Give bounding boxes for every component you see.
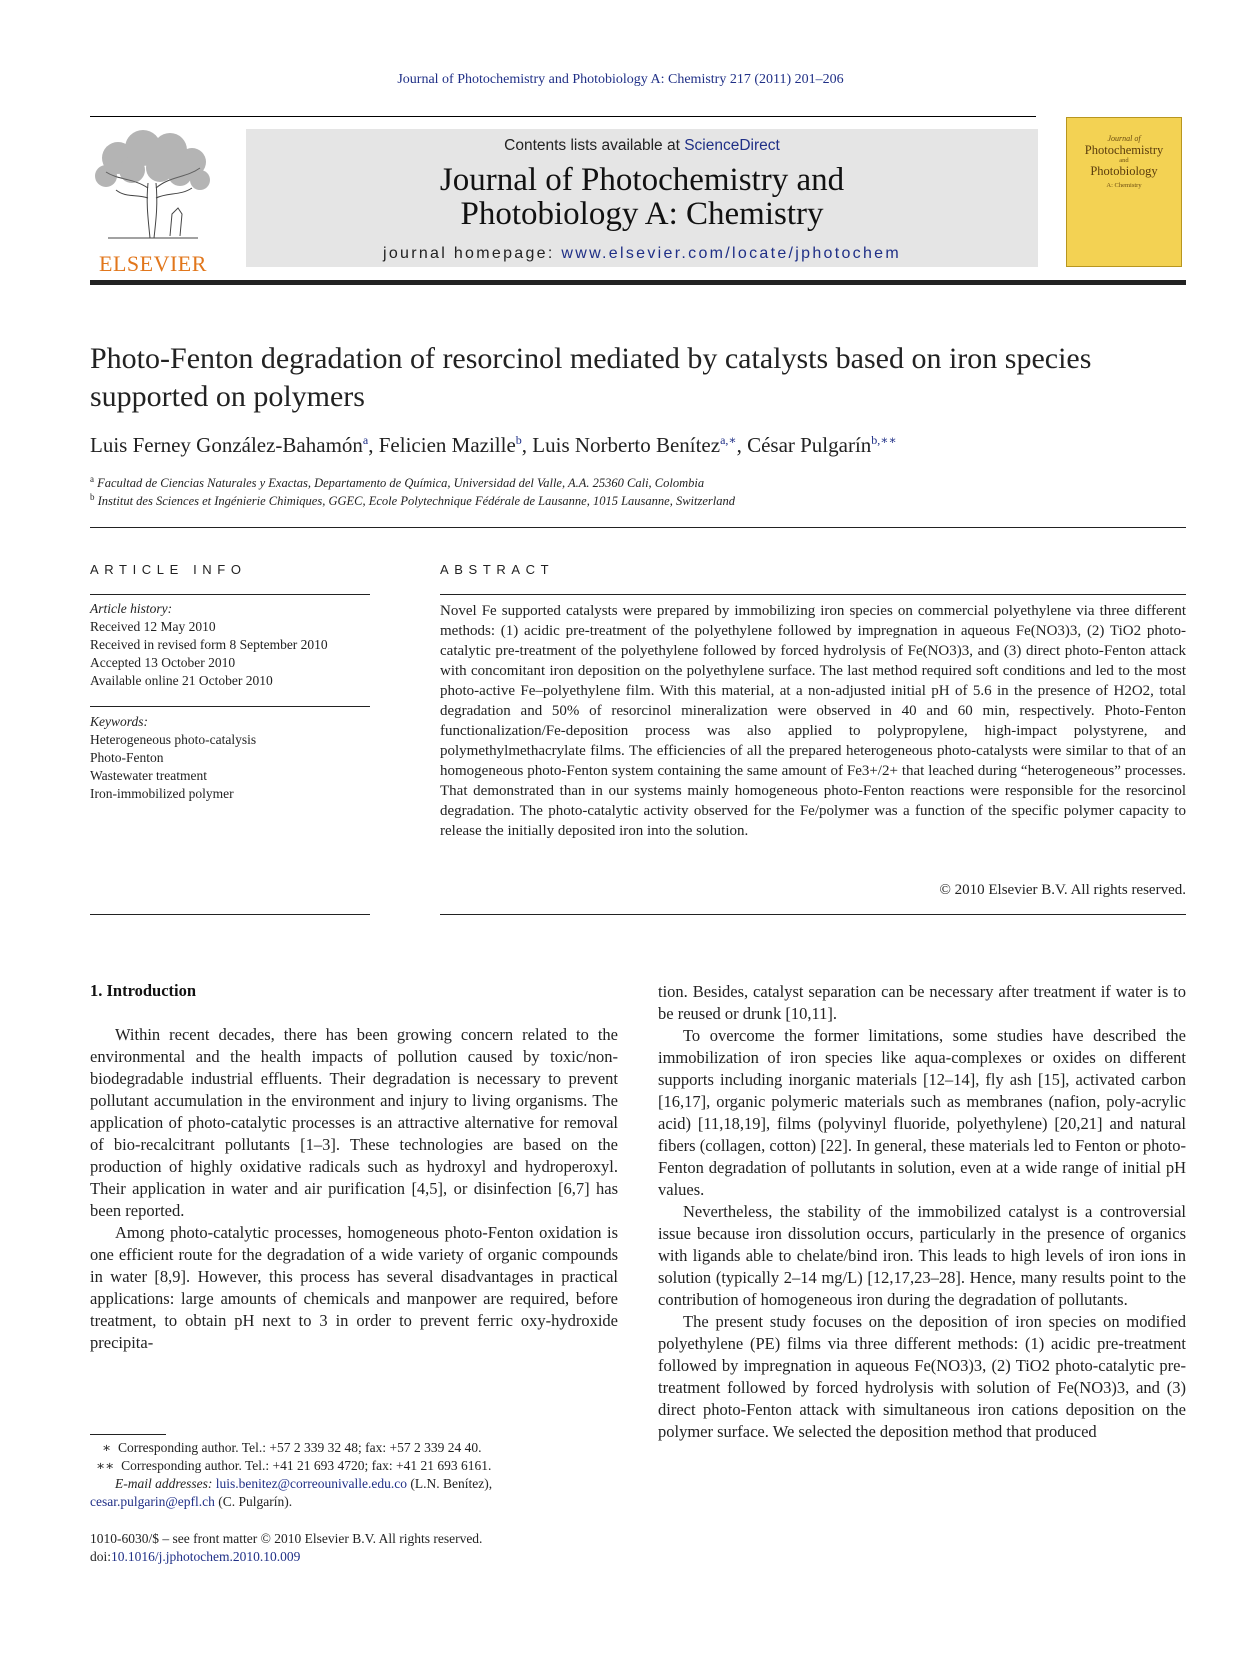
author-affil-mark[interactable]: b,∗∗ xyxy=(871,433,897,447)
history-item: Received 12 May 2010 xyxy=(90,619,216,634)
affiliation-mark: b xyxy=(90,492,95,502)
affiliation-text: Institut des Sciences et Ingénierie Chimiques, GGEC, Ecole Polytechnique Fédérale de Lausanne, 1015 Lausanne, Switzerland xyxy=(97,494,736,509)
affiliation-text: Facultad de Ciencias Naturales y Exactas, Departamento de Química, Universidad del Valle, A.A. 25360 Cali, Colombia xyxy=(97,476,705,491)
author-list: Luis Ferney González-Bahamón$^a$, Felicien Mazille$^b$, Luis Norberto Benítez$^{a,∗}$, César Pulgarín$^{b,∗∗}$ xyxy=(90,433,897,457)
keywords-rule xyxy=(90,706,370,707)
title-block-rule xyxy=(90,527,1186,528)
email-owner: (C. Pulgarín). xyxy=(218,1494,293,1509)
footnotes xyxy=(90,1439,618,1511)
issn-line: 1010-6030/$ – see front matter © 2010 Elsevier B.V. All rights reserved. xyxy=(90,1531,483,1546)
author-name: César Pulgarín xyxy=(747,433,872,457)
elsevier-wordmark: ELSEVIER xyxy=(99,251,207,276)
email-line xyxy=(90,1475,618,1493)
elsevier-tree-icon xyxy=(88,128,218,248)
body-column-right xyxy=(658,981,1186,1443)
footnote-rule xyxy=(90,1434,166,1435)
running-header[interactable]: Journal of Photochemistry and Photobiology A: Chemistry 217 (2011) 201–206 xyxy=(397,72,844,87)
affiliation-mark: a xyxy=(90,474,94,484)
body-paragraph: Among photo-catalytic processes, homogeneous photo-Fenton oxidation is one efficient route for the degradation of a wide variety of organic compounds in water [8,9]. However, this process has several disadvantages in practical applications: large amounts of chemicals and manpower are required, before treatment, to obtain pH next to 3 in order to prevent ferric oxy-hydroxide precipita- xyxy=(90,1223,618,1352)
journal-title: Journal of Photochemistry and Photobiology A: Chemistry xyxy=(439,162,845,232)
doi-link[interactable]: 10.1016/j.jphotochem.2010.10.009 xyxy=(111,1549,301,1564)
header-rule xyxy=(90,116,1036,117)
cover-title-line2: Photobiology xyxy=(1090,164,1158,178)
keyword: Iron-immobilized polymer xyxy=(90,786,234,801)
contents-line xyxy=(246,137,1038,155)
article-info-bottom-rule xyxy=(90,914,370,915)
doi-label: doi: xyxy=(90,1549,112,1564)
journal-banner xyxy=(246,129,1038,267)
history-item: Received in revised form 8 September 2010 xyxy=(90,637,328,652)
footnote-mark: ∗ xyxy=(102,1440,112,1455)
author-name: Luis Norberto Benítez xyxy=(532,433,721,457)
cover-title-line1: Photochemistry xyxy=(1084,143,1164,157)
email-link[interactable]: cesar.pulgarin@epfl.ch xyxy=(90,1494,215,1509)
abstract-heading: ABSTRACT xyxy=(440,562,555,577)
author-affil-mark[interactable]: b xyxy=(515,433,522,447)
doi-line xyxy=(90,1548,618,1566)
cover-subtitle: A: Chemistry xyxy=(1106,182,1142,189)
email-owner: (L.N. Benítez), xyxy=(410,1476,493,1491)
email-link[interactable]: luis.benitez@correounivalle.edu.co xyxy=(215,1476,407,1491)
author-name: Luis Ferney González-Bahamón xyxy=(90,433,363,457)
body-column-left xyxy=(90,1024,618,1354)
keyword: Heterogeneous photo-catalysis xyxy=(90,732,257,747)
abstract-bottom-rule xyxy=(440,914,1186,915)
abstract-copyright: © 2010 Elsevier B.V. All rights reserved. xyxy=(939,882,1186,898)
cover-and: and xyxy=(1119,157,1129,164)
elsevier-logo[interactable] xyxy=(88,128,218,276)
affiliation-a xyxy=(90,474,1186,491)
masthead-rule xyxy=(90,280,1186,285)
keyword: Wastewater treatment xyxy=(90,768,207,783)
abstract-text: Novel Fe supported catalysts were prepared by immobilizing iron species on commercial polyethylene via three different methods: (1) acidic pre-treatment of the polyethylene followed by impregnation in aqueous Fe(NO3)3, (2) TiO2 photo-catalytic pre-treatment of the polyethylene followed by forced hydrolysis of Fe(NO3)3, and (3) direct photo-Fenton attack with concomitant iron deposition on the polyethylene surface. The last method required soft conditions and led to the most photo-active Fe–polyethylene film. With this material, at a non-adjusted initial pH of 5.6 in the presence of H2O2, total degradation and 50% of resorcinol mineralization were observed in 40 and 60 min, respectively. Photo-Fenton functionalization/Fe-deposition process was also applied to polypropylene, high-impact polystyrene, and polymethylmethacrylate films. The efficiencies of all the prepared heterogeneous photo-catalysts were similar to that of an homogeneous photo-Fenton system containing the same amount of Fe3+/2+ that leached during “heterogeneous” processes. That demonstrated than in our systems mainly homogeneous photo-Fenton reactions were responsible for the resorcinol degradation. The photo-catalytic activity observed for the Fe/polymer was a function of the specific polymer capacity to release the initially deposited iron into the solution. xyxy=(440,603,1186,839)
article-title: Photo-Fenton degradation of resorcinol mediated by catalysts based on iron species supported on polymers xyxy=(90,342,1092,413)
author-affil-mark[interactable]: a xyxy=(362,433,369,447)
front-matter-footer xyxy=(90,1530,618,1566)
article-info-rule xyxy=(90,594,370,595)
keywords-label: Keywords: xyxy=(90,714,148,729)
contents-prefix: Contents lists available at xyxy=(504,137,685,154)
cover-small-text: Journal of xyxy=(1107,134,1141,143)
body-paragraph-continuation: tion. Besides, catalyst separation can be necessary after treatment if water is to be reused or drunk [10,11]. xyxy=(658,982,1186,1023)
footnote-text: Corresponding author. Tel.: +57 2 339 32 48; fax: +57 2 339 24 40. xyxy=(117,1440,482,1455)
sciencedirect-link[interactable]: ScienceDirect xyxy=(684,137,780,154)
homepage-prefix: journal homepage: xyxy=(382,245,562,262)
body-paragraph: The present study focuses on the deposition of iron species on modified polyethylene (PE) films via three different methods: (1) acidic pre-treatment followed by impregnation in aqueous Fe(NO3)3, (2) TiO2 photo-catalytic pre-treatment followed by forced hydrolysis with solution of Fe(NO3)3, and (3) direct photo-Fenton attack with simultaneous iron cations deposition on the polymer surface. We selected the deposition method that produced xyxy=(658,1312,1186,1441)
affiliation-b xyxy=(90,492,1186,509)
history-item: Available online 21 October 2010 xyxy=(90,673,273,688)
email-line-2 xyxy=(90,1493,618,1511)
section-heading-introduction: 1. Introduction xyxy=(90,981,197,1000)
body-paragraph: Within recent decades, there has been growing concern related to the environmental and the health impacts of pollution caused by toxic/non-biodegradable industrial effluents. Their degradation is necessary to prevent pollutant accumulation in the environment and injury to living organisms. The application of photo-catalytic processes is an attractive alternative for removal of bio-recalcitrant pollutants [1–3]. These technologies are based on the production of highly oxidative radicals such as hydroxyl and hydroperoxyl. Their application in water and air purification [4,5], or disinfection [6,7] has been reported. xyxy=(90,1025,618,1220)
homepage-link[interactable]: www.elsevier.com/locate/jphotochem xyxy=(561,245,902,262)
history-item: Accepted 13 October 2010 xyxy=(90,655,236,670)
history-label: Article history: xyxy=(90,601,173,616)
footnote-2 xyxy=(90,1457,618,1475)
body-paragraph: To overcome the former limitations, some studies have described the immobilization of iron species like aqua-complexes or oxides on different supports including inorganic materials [12–14], fly ash [15], activated carbon [16,17], organic polymeric materials such as membranes (nafion, poly-acrylic acid) [11,18,19], films (polyvinyl fluoride, polyethylene) [20,21] and natural fibers (collagen, cotton) [22]. In general, these materials led to Fenton or photo-Fenton degradation of pollutants in solution, even at a wide range of initial pH values. xyxy=(658,1026,1186,1199)
email-label: E-mail addresses: xyxy=(115,1476,213,1491)
body-paragraph: Nevertheless, the stability of the immobilized catalyst is a controversial issue because iron dissolution occurs, particularly in the presence of organics with ligands able to chelate/bind iron. This leads to high levels of iron ions in solution (typically 2–14 mg/L) [12,17,23–28]. Hence, many results point to the contribution of homogeneous iron during the degradation of pollutants. xyxy=(658,1202,1186,1309)
footnote-mark: ∗∗ xyxy=(96,1458,115,1473)
homepage-line xyxy=(246,245,1038,263)
article-history xyxy=(90,600,370,690)
author-name: Felicien Mazille xyxy=(378,433,516,457)
footnote-1 xyxy=(90,1439,618,1457)
abstract-rule xyxy=(440,594,1186,595)
footnote-text: Corresponding author. Tel.: +41 21 693 4720; fax: +41 21 693 6161. xyxy=(121,1458,492,1473)
article-info-heading: ARTICLE INFO xyxy=(90,562,247,577)
journal-cover[interactable] xyxy=(1066,117,1182,267)
author-affil-mark[interactable]: a,∗ xyxy=(720,433,737,447)
keywords xyxy=(90,713,370,803)
keyword: Photo-Fenton xyxy=(90,750,164,765)
